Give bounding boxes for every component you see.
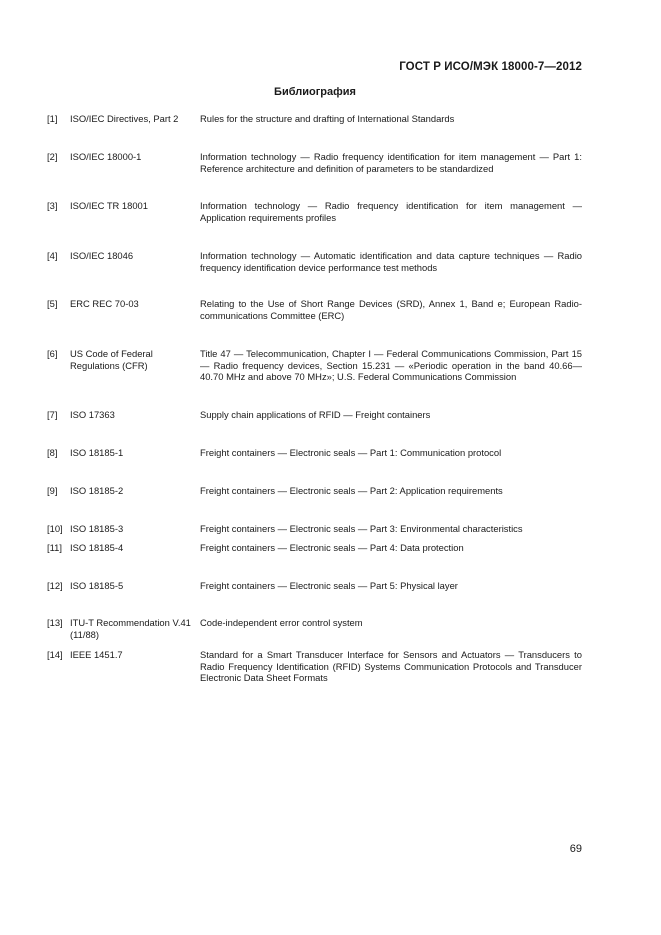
entry-reference: IEEE 1451.7: [70, 649, 123, 660]
page-title: Библиография: [274, 86, 356, 98]
entry-description: Freight containers — Electronic seals — Part 2: Application requirements: [200, 485, 503, 496]
entry-number: [13]: [47, 617, 63, 628]
entry-description: Freight containers — Electronic seals — Part 1: Communication protocol: [200, 447, 502, 458]
entry-description: Title 47 — Telecommunication, Chapter I — Federal Communications Commission, Part 15 — Radio frequency devices, Section 15.231 — «Periodic operation in the band 40.66—40.70 MHz and above 70 MHz»; U.S. Federal Communications Commission: [200, 348, 582, 382]
entry-number: [3]: [47, 200, 58, 211]
entry-reference: ISO 17363: [70, 409, 115, 420]
entry-number: [5]: [47, 298, 58, 309]
entry-number: [1]: [47, 113, 58, 124]
entry-description: Information technology — Radio frequency identification for item management — Part 1: Reference architecture and definition of parameters to be standardized: [200, 151, 582, 174]
entry-number: [2]: [47, 151, 58, 162]
entry-reference: ITU-T Recommendation V.41 (11/88): [70, 617, 191, 640]
entry-description: Code-independent error control system: [200, 617, 363, 628]
entry-number: [4]: [47, 250, 58, 261]
entry-reference: ISO/IEC 18046: [70, 250, 134, 261]
entry-reference: ISO 18185-1: [70, 447, 124, 458]
entry-reference: US Code of Federal Regulations (CFR): [70, 348, 153, 371]
entry-description: Supply chain applications of RFID — Freight containers: [200, 409, 431, 420]
entry-description: Freight containers — Electronic seals — Part 5: Physical layer: [200, 580, 458, 591]
entry-reference: ISO 18185-5: [70, 580, 124, 591]
entry-description: Relating to the Use of Short Range Devices (SRD), Annex 1, Band e; European Radio-communications Committee (ERC): [200, 298, 582, 321]
entry-number: [7]: [47, 409, 58, 420]
entry-number: [10]: [47, 523, 63, 534]
entry-number: [12]: [47, 580, 63, 591]
entry-description: Information technology — Automatic identification and data capture techniques — Radio frequency identification device performance test methods: [200, 250, 582, 273]
entry-description: Information technology — Radio frequency identification for item management — Application requirements profiles: [200, 200, 582, 223]
entry-reference: ISO/IEC TR 18001: [70, 200, 148, 211]
entry-number: [14]: [47, 649, 63, 660]
entry-reference: ISO 18185-3: [70, 523, 124, 534]
entry-number: [8]: [47, 447, 58, 458]
entry-reference: ISO 18185-2: [70, 485, 124, 496]
entry-description: Standard for a Smart Transducer Interface for Sensors and Actuators — Transducers to Radio Frequency Identification (RFID) Systems Communication Protocols and Transducer Electronic Data Sheet Formats: [200, 649, 582, 683]
entry-description: Freight containers — Electronic seals — Part 3: Environmental characteristics: [200, 523, 523, 534]
document-header: ГОСТ Р ИСО/МЭК 18000-7—2012: [399, 61, 582, 73]
page-number: 69: [569, 843, 582, 855]
entry-number: [11]: [47, 542, 62, 553]
entry-number: [6]: [47, 348, 58, 359]
entry-reference: ISO/IEC 18000-1: [70, 151, 142, 162]
entry-description: Rules for the structure and drafting of International Standards: [200, 113, 455, 124]
entry-reference: ISO 18185-4: [70, 542, 124, 553]
entry-reference: ERC REC 70-03: [70, 298, 139, 309]
entry-description: Freight containers — Electronic seals — Part 4: Data protection: [200, 542, 464, 553]
entry-reference: ISO/IEC Directives, Part 2: [70, 113, 179, 124]
entry-number: [9]: [47, 485, 58, 496]
